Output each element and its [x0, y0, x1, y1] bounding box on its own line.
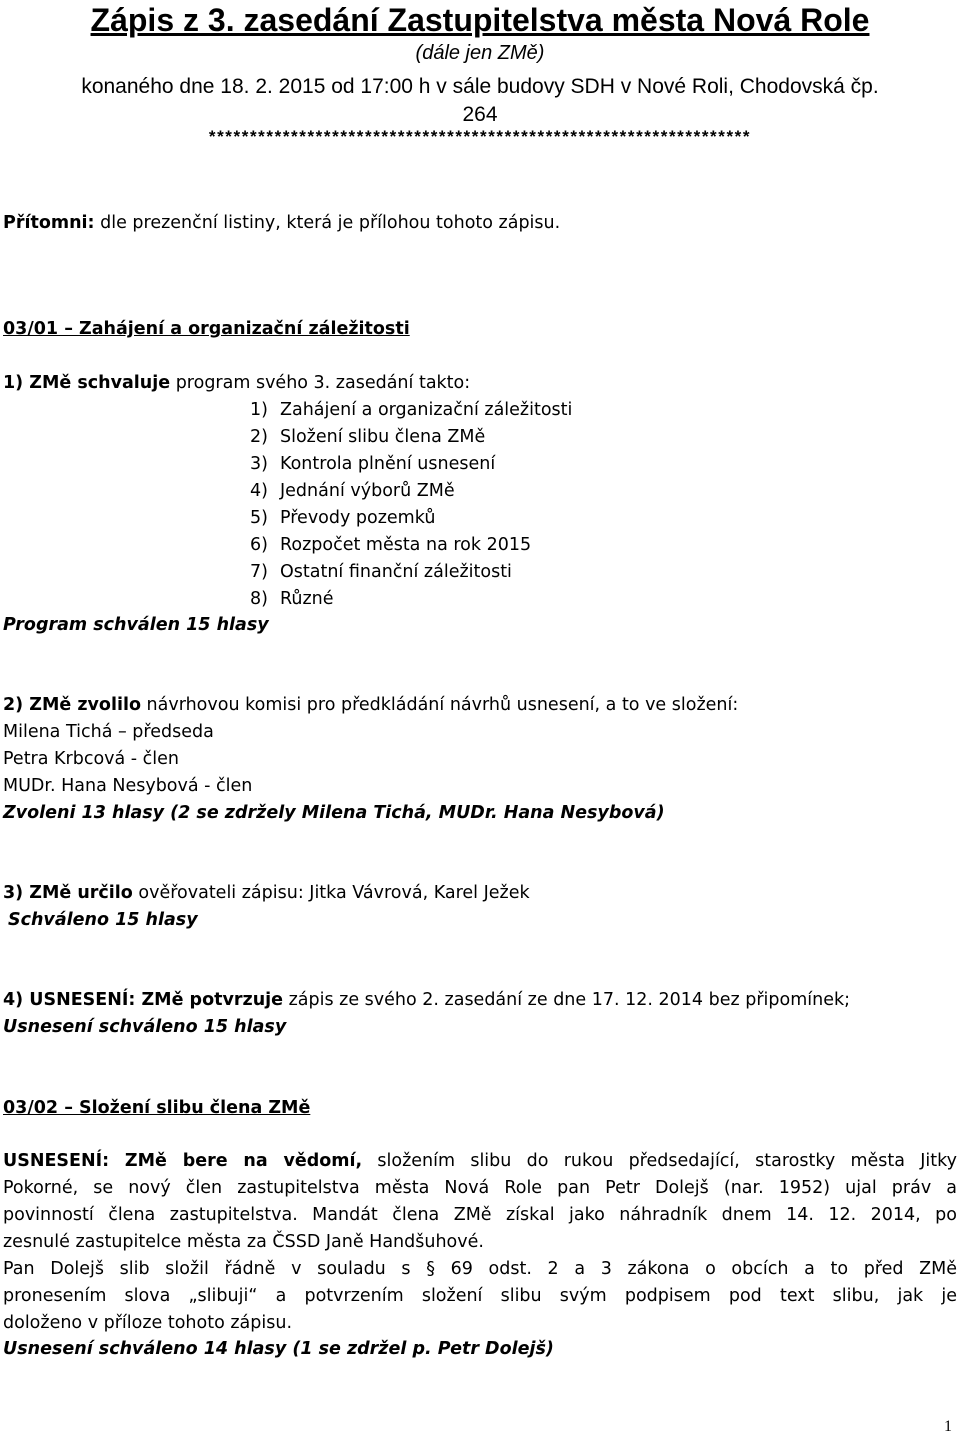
- document-title: Zápis z 3. zasedání Zastupitelstva města Nová Role: [90, 2, 870, 38]
- item2-lead: 2) ZMě zvolilo: [3, 695, 141, 715]
- program-item: 3) Kontrola plnění usnesení: [250, 454, 496, 474]
- section2-para-line: povinností člena zastupitelstva. Mandát člena ZMě získal jako náhradník dnem 14. 12. 2014, po: [3, 1205, 957, 1225]
- item1-text: program svého 3. zasedání takto:: [170, 373, 471, 393]
- meeting-info: [0, 73, 960, 129]
- program-item: 1) Zahájení a organizační záležitosti: [250, 400, 573, 420]
- section-heading-0301: 03/01 – Zahájení a organizační záležitosti: [3, 319, 410, 339]
- section2-para-line: USNESENÍ: ZMě bere na vědomí, složením slibu do rukou předsedající, starostky města Jitky: [3, 1151, 957, 1171]
- item3-lead: 3) ZMě určilo: [3, 883, 133, 903]
- present-text: dle prezenční listiny, která je přílohou tohoto zápisu.: [94, 213, 561, 233]
- item4-text: zápis ze svého 2. zasedání ze dne 17. 12. 2014 bez připomínek;: [283, 990, 851, 1010]
- item1-line: [3, 370, 470, 397]
- page-number: 1: [944, 1418, 952, 1435]
- item2-line: [3, 692, 738, 719]
- program-item: 2) Složení slibu člena ZMě: [250, 427, 486, 447]
- committee-member: MUDr. Hana Nesybová - člen: [3, 776, 253, 796]
- meeting-info-line1: konaného dne 18. 2. 2015 od 17:00 h v sále budovy SDH v Nové Roli, Chodovská čp.: [81, 75, 879, 98]
- star-separator: ******************************************************************: [208, 127, 752, 146]
- program-item: 5) Převody pozemků: [250, 508, 436, 528]
- present-line: [3, 210, 560, 237]
- committee-member: Milena Tichá – předseda: [3, 722, 214, 742]
- section2-lead: USNESENÍ: ZMě bere na vědomí,: [3, 1151, 363, 1171]
- document-subtitle: (dále jen ZMě): [415, 42, 545, 64]
- item4-result: Usnesení schváleno 15 hlasy: [3, 1017, 287, 1037]
- item2-text: návrhovou komisi pro předkládání návrhů usnesení, a to ve složení:: [140, 695, 739, 715]
- item3-line: [3, 880, 530, 907]
- section2-para-line: pronesením slova „slibuji“ a potvrzením složení slibu svým podpisem pod text slibu, jak je: [3, 1286, 957, 1306]
- program-list: [250, 397, 572, 613]
- item3-result: Schváleno 15 hlasy: [8, 910, 198, 930]
- section-heading-0302: 03/02 – Složení slibu člena ZMě: [3, 1098, 311, 1118]
- item3-text: ověřovateli zápisu: Jitka Vávrová, Karel Ježek: [132, 883, 530, 903]
- item4-lead: 4) USNESENÍ: ZMě potvrzuje: [3, 990, 284, 1010]
- section2-para-line: zesnulé zastupitelce města za ČSSD Janě Handšuhové.: [3, 1232, 484, 1252]
- item2-result: Zvoleni 13 hlasy (2 se zdržely Milena Tichá, MUDr. Hana Nesybová): [3, 803, 665, 823]
- meeting-info-line2: 264: [462, 103, 498, 126]
- item1-lead: 1) ZMě schvaluje: [3, 373, 171, 393]
- section2-result: Usnesení schváleno 14 hlasy (1 se zdržel p. Petr Dolejš): [3, 1339, 554, 1359]
- item1-result: Program schválen 15 hlasy: [3, 615, 269, 635]
- program-item: 4) Jednání výborů ZMě: [250, 481, 455, 501]
- item4-line: [3, 987, 850, 1014]
- section2-para-line: Pokorné, se nový člen zastupitelstva města Nová Role pan Petr Dolejš (nar. 1952) ujal práv a: [3, 1178, 957, 1198]
- program-item: 7) Ostatní finanční záležitosti: [250, 562, 512, 582]
- section2-para-line: doloženo v příloze tohoto zápisu.: [3, 1313, 293, 1333]
- program-item: 6) Rozpočet města na rok 2015: [250, 535, 532, 555]
- present-label: Přítomni:: [3, 213, 95, 233]
- program-item: 8) Různé: [250, 589, 334, 609]
- committee-member: Petra Krbcová - člen: [3, 749, 180, 769]
- section2-para-line: Pan Dolejš slib složil řádně v souladu s § 69 odst. 2 a 3 zákona o obcích a to před ZMě: [3, 1259, 957, 1279]
